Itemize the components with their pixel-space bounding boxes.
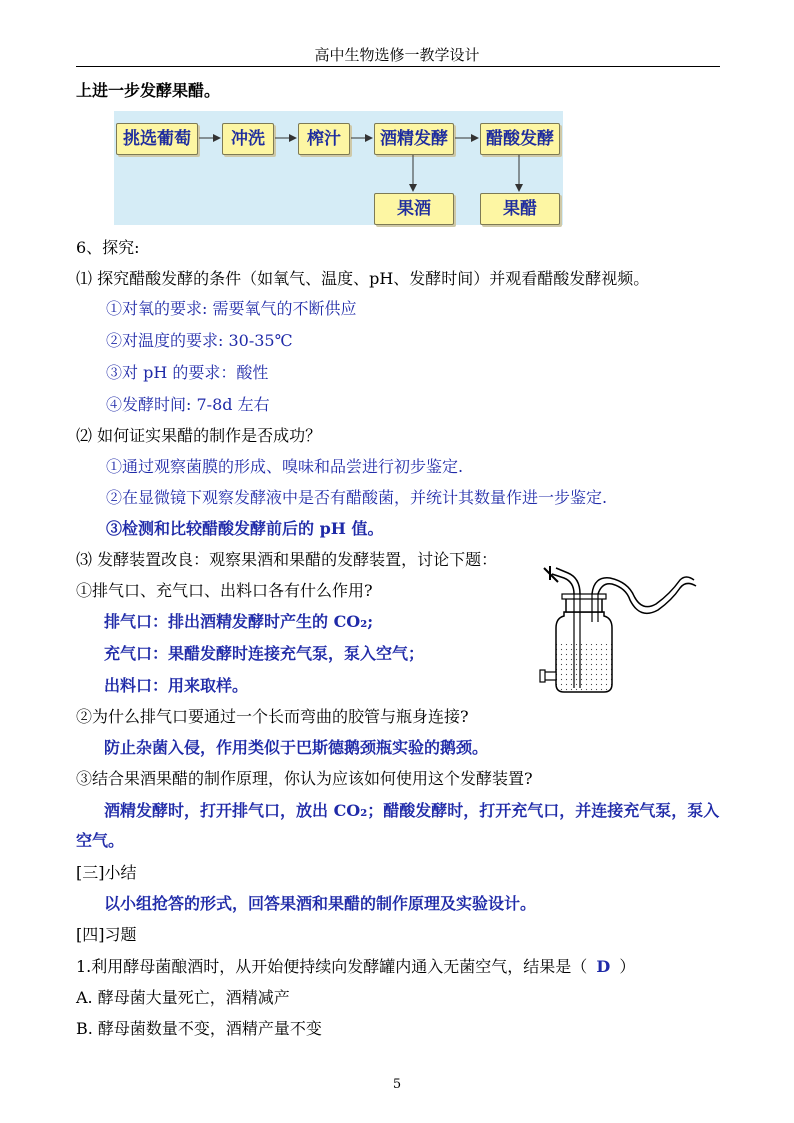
- q3-answer-inlet: 充气口：果醋发酵时连接充气泵，泵入空气；: [104, 644, 425, 663]
- exercise-1: [76, 956, 635, 978]
- q3-answer-exhaust: 排气口：排出酒精发酵时产生的 CO₂;: [104, 612, 374, 631]
- gooseneck-hose: [592, 577, 694, 607]
- q2-answer-1: ①通过观察菌膜的形成、嗅味和品尝进行初步鉴定.: [106, 457, 464, 476]
- section-6-heading: 6、探究:: [76, 238, 140, 257]
- question-3: ⑶ 发酵装置改良：观察果酒和果醋的发酵装置，讨论下题：: [76, 550, 498, 569]
- outlet-port: [544, 672, 556, 680]
- flow-arrows: [114, 111, 563, 225]
- q2-answer-3: ③检测和比较醋酸发酵前后的 pH 值。: [106, 519, 384, 538]
- q1-answer-ph: ③对 pH 的要求：酸性: [106, 363, 269, 382]
- summary-heading: [三]小结: [76, 863, 137, 882]
- q3-answer-3-line2: 空气。: [76, 831, 125, 850]
- fermentation-bottle-illustration: [530, 568, 710, 728]
- bottle-liquid: [556, 644, 612, 692]
- exercise-1-option-a: A. 酵母菌大量死亡，酒精减产: [76, 988, 290, 1007]
- flow-product-wine: 果酒: [374, 193, 454, 225]
- intro-text: 上进一步发酵果醋。: [76, 81, 221, 100]
- flow-step-juice: 榨汁: [298, 123, 350, 155]
- q1-answer-temperature: ②对温度的要求: 30-35℃: [106, 331, 293, 350]
- header-divider: [76, 66, 720, 67]
- exercise-1-option-b: B. 酵母菌数量不变，酒精产量不变: [76, 1019, 322, 1038]
- q1-answer-time: ④发酵时间: 7-8d 左右: [106, 395, 270, 414]
- page-number: 5: [392, 1077, 402, 1092]
- bottle-stopper: [566, 598, 602, 612]
- q3-sub-3: ③结合果酒果醋的制作原理，你认为应该如何使用这个发酵装置?: [76, 769, 533, 788]
- q3-answer-3-line1: 酒精发酵时，打开排气口，放出 CO₂；醋酸发酵时，打开充气口，并连接充气泵，泵入: [104, 801, 720, 820]
- exercise-1-answer: D: [596, 957, 611, 976]
- q3-sub-1: ①排气口、充气口、出料口各有什么作用?: [76, 581, 373, 600]
- question-2: ⑵ 如何证实果醋的制作是否成功？: [76, 426, 322, 445]
- q3-sub-2: ②为什么排气口要通过一个长而弯曲的胶管与瓶身连接?: [76, 707, 469, 726]
- summary-text: 以小组抢答的形式，回答果酒和果醋的制作原理及实验设计。: [104, 894, 537, 913]
- flow-step-alcohol-fermentation: 酒精发酵: [374, 123, 454, 155]
- flow-step-select-grapes: 挑选葡萄: [116, 123, 198, 155]
- flow-product-vinegar: 果醋: [480, 193, 560, 225]
- exercises-heading: [四]习题: [76, 925, 137, 944]
- header-title: 高中生物选修一教学设计: [314, 46, 480, 64]
- q2-answer-2: ②在显微镜下观察发酵液中是否有醋酸菌，并统计其数量作进一步鉴定.: [106, 488, 608, 507]
- exercise-1-suffix: ）: [619, 957, 636, 976]
- flowchart: [114, 111, 563, 225]
- question-1: ⑴ 探究醋酸发酵的条件（如氧气、温度、pH、发酵时间）并观看醋酸发酵视频。: [76, 269, 650, 288]
- inlet-hose: [552, 574, 574, 594]
- flow-step-rinse: 冲洗: [222, 123, 274, 155]
- q1-answer-oxygen: ①对氧的要求: 需要氧气的不断供应: [106, 299, 357, 318]
- flow-step-acetic-fermentation: 醋酸发酵: [480, 123, 560, 155]
- exercise-1-prefix: 1.利用酵母菌酿酒时，从开始便持续向发酵罐内通入无菌空气，结果是（: [76, 957, 588, 976]
- q3-answer-2: 防止杂菌入侵，作用类似于巴斯德鹅颈瓶实验的鹅颈。: [104, 738, 489, 757]
- q3-answer-outlet: 出料口：用来取样。: [104, 676, 249, 695]
